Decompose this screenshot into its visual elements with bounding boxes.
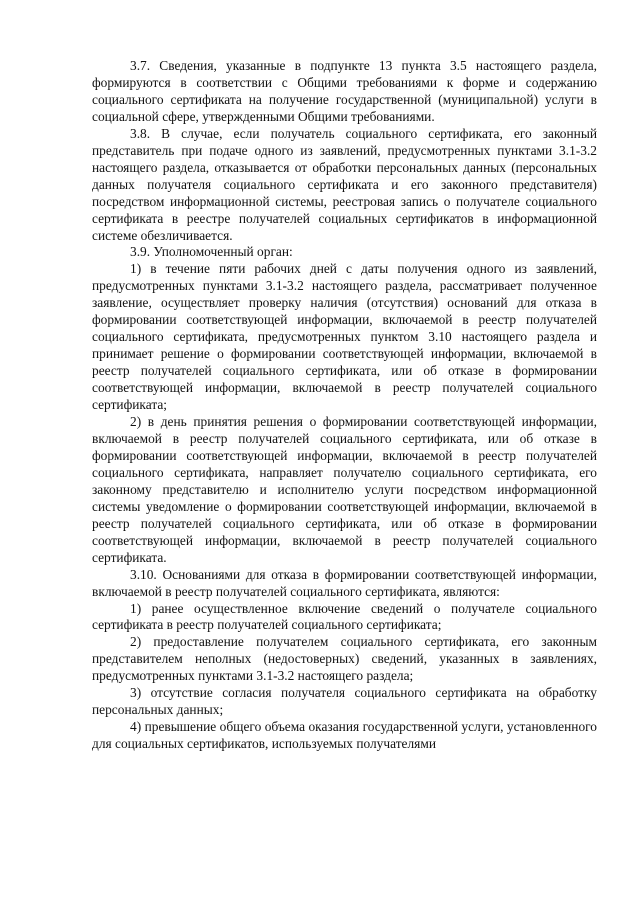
paragraph-3-10-item-4: 4) превышение общего объема оказания государственной услуги, установленного для социальных сертификатов, используемых получателями bbox=[92, 719, 597, 752]
paragraph-3-9-item-1: 1) в течение пяти рабочих дней с даты получения одного из заявлений, предусмотренных пунктами 3.1-3.2 настоящего раздела, рассматривает полученное заявление, осуществляет проверку наличия (отсутствия) оснований для отказа в формировании соответствующей информации, включаемой в реестр получателей социального сертификата, предусмотренных пунктом 3.10 настоящего раздела и принимает решение о формировании соответствующей информации, включаемой в реестр получателей социального сертификата, или об отказе в формировании соответствующей информации, включаемой в реестр получателей социального сертификата; bbox=[92, 261, 597, 413]
paragraph-3-7: 3.7. Сведения, указанные в подпункте 13 пункта 3.5 настоящего раздела, формируются в соответствии с Общими требованиями к форме и содержанию социального сертификата на получение государственной (муниципальной) услуги в социальной сфере, утвержденными Общими требованиями. bbox=[92, 58, 597, 124]
paragraph-3-8: 3.8. В случае, если получатель социального сертификата, его законный представитель при подаче одного из заявлений, предусмотренных пунктами 3.1-3.2 настоящего раздела, отказывается от обработки персональных данных (персональных данных получателя социального сертификата и его законного представителя) посредством информационной системы, реестровая запись о получателе социального сертификата в реестре получателей социальных сертификатов в информационной системе обезличивается. bbox=[92, 125, 597, 243]
paragraph-3-10-item-1: 1) ранее осуществленное включение сведений о получателе социального сертификата в реестр получателей социального сертификата; bbox=[92, 600, 597, 633]
paragraph-3-10-item-3: 3) отсутствие согласия получателя социального сертификата на обработку персональных данных; bbox=[92, 685, 597, 718]
paragraph-3-10: 3.10. Основаниями для отказа в формировании соответствующей информации, включаемой в реестр получателей социального сертификата, являются: bbox=[92, 566, 597, 599]
paragraph-3-9-heading: 3.9. Уполномоченный орган: bbox=[130, 244, 293, 260]
paragraph-3-9-item-2: 2) в день принятия решения о формировании соответствующей информации, включаемой в реестр получателей социального сертификата, или об отказе в формировании соответствующей информации, включаемой в реестр получателей социального сертификата, направляет получателю социального сертификата, его законному представителю и исполнителю услуги посредством информационной системы уведомление о формировании соответствующей информации, включаемой в реестр получателей социального сертификата, или об отказе в формировании соответствующей информации, включаемой в реестр получателей социального сертификата. bbox=[92, 414, 597, 565]
document-body bbox=[92, 58, 597, 753]
paragraph-3-10-item-2: 2) предоставление получателем социального сертификата, его законным представителем неполных (недостоверных) сведений, указанных в заявлениях, предусмотренных пунктами 3.1-3.2 настоящего раздела; bbox=[92, 634, 597, 684]
